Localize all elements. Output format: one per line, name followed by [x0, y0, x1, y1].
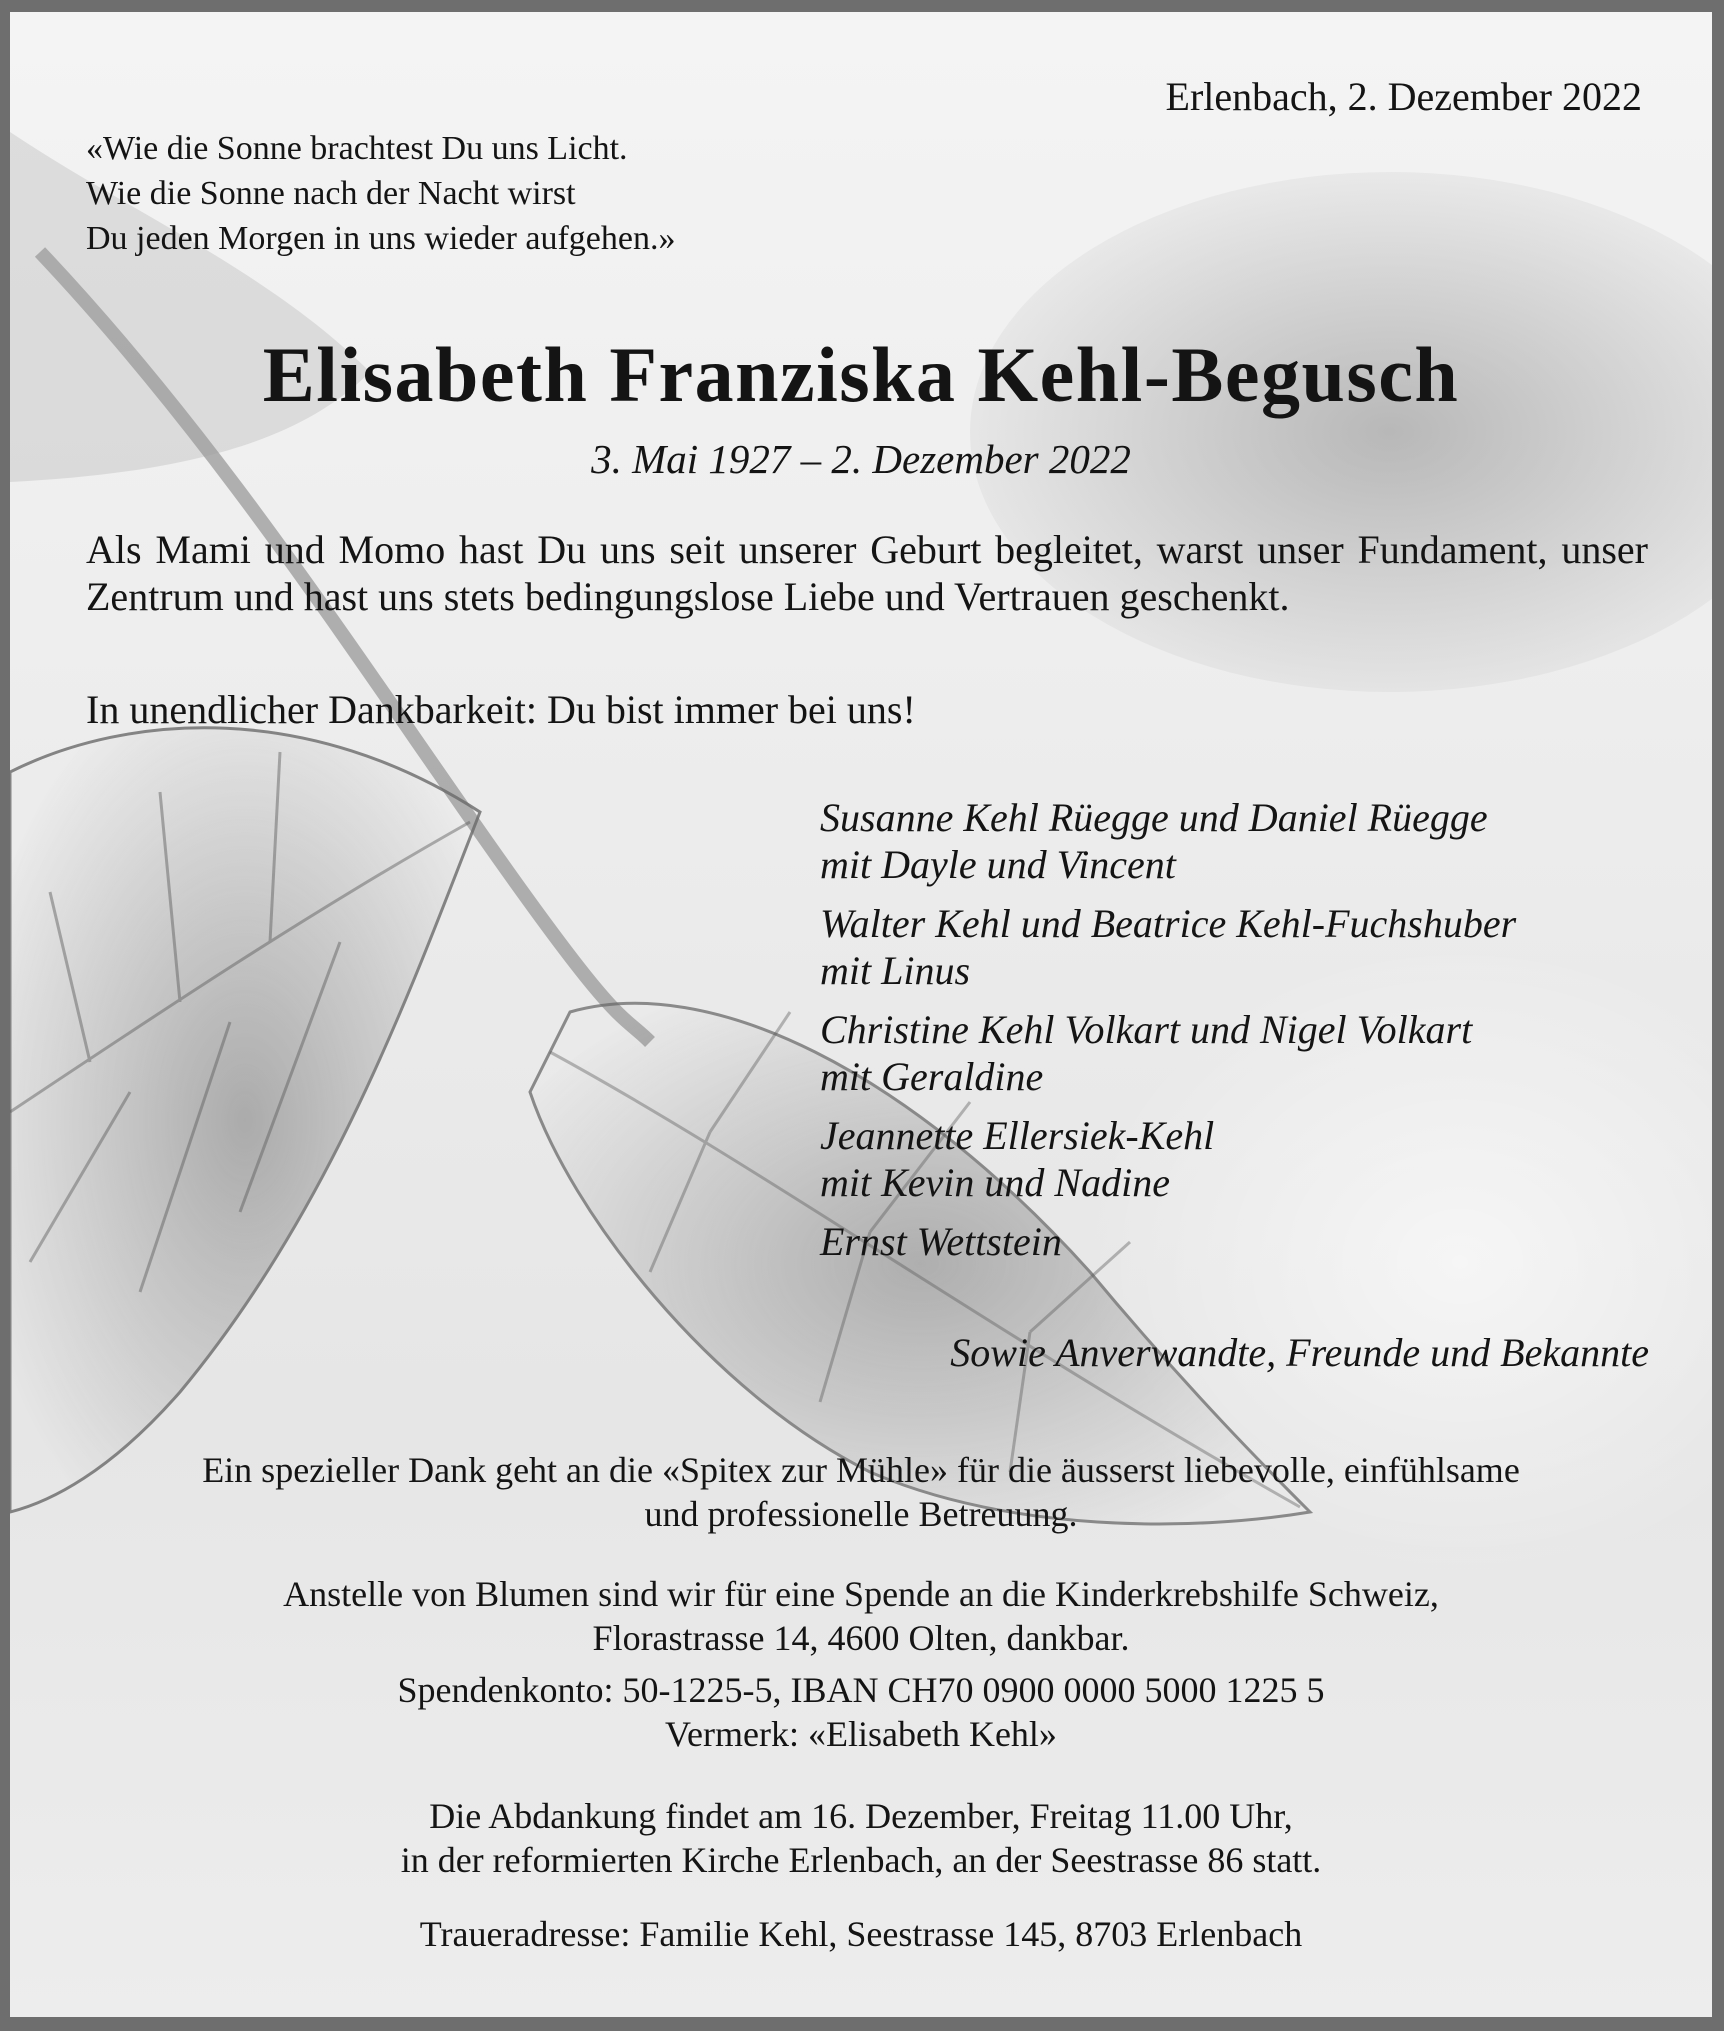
place-and-date: Erlenbach, 2. Dezember 2022 — [1165, 74, 1642, 119]
life-dates: 3. Mai 1927 – 2. Dezember 2022 — [591, 436, 1131, 482]
family-entry — [820, 1006, 1516, 1100]
family-names: Walter Kehl und Beatrice Kehl-Fuchshuber — [820, 901, 1517, 946]
tribute-paragraph: Als Mami und Momo hast Du uns seit unserer Geburt begleitet, warst unser Fundament, unser Zentrum und hast uns stets bedingungslose Liebe und Vertrauen geschenkt. — [86, 527, 1648, 619]
family-names: Susanne Kehl Rüegge und Daniel Rüegge — [820, 795, 1488, 840]
ceremony-line: Die Abdankung findet am 16. Dezember, Freitag 11.00 Uhr, — [429, 1796, 1293, 1836]
family-children: mit Geraldine — [820, 1054, 1044, 1099]
donation-line: Anstelle von Blumen sind wir für eine Spende an die Kinderkrebshilfe Schweiz, — [283, 1574, 1439, 1614]
special-thanks — [10, 1448, 1712, 1536]
motto-line: «Wie die Sonne brachtest Du uns Licht. — [86, 130, 628, 167]
family-children: mit Dayle und Vincent — [820, 842, 1176, 887]
family-entry — [820, 1112, 1516, 1206]
family-entry — [820, 900, 1516, 994]
relatives-line: Sowie Anverwandte, Freunde und Bekannte — [950, 1330, 1649, 1375]
family-names: Jeannette Ellersiek-Kehl — [820, 1113, 1215, 1158]
leaf-left — [10, 728, 480, 1512]
motto-line: Wie die Sonne nach der Nacht wirst — [86, 175, 576, 212]
ceremony-info — [10, 1794, 1712, 1882]
donation-note — [10, 1572, 1712, 1660]
motto-quote — [86, 126, 676, 261]
family-children: mit Linus — [820, 948, 971, 993]
family-names: Christine Kehl Volkart und Nigel Volkart — [820, 1007, 1473, 1052]
donation-account — [10, 1668, 1712, 1756]
motto-line: Du jeden Morgen in uns wieder aufgehen.» — [86, 220, 676, 257]
family-list — [820, 794, 1516, 1277]
gratitude-line: In unendlicher Dankbarkeit: Du bist immer bei uns! — [86, 687, 916, 732]
special-thanks-line: Ein spezieller Dank geht an die «Spitex zur Mühle» für die äusserst liebevolle, einfühlsame — [202, 1450, 1520, 1490]
family-names: Ernst Wettstein — [820, 1219, 1062, 1264]
account-line: Spendenkonto: 50-1225-5, IBAN CH70 0900 0000 5000 1225 5 — [397, 1670, 1325, 1710]
family-entry — [820, 1218, 1516, 1265]
special-thanks-line: und professionelle Betreuung. — [644, 1494, 1078, 1534]
ceremony-line: in der reformierten Kirche Erlenbach, an der Seestrasse 86 statt. — [400, 1840, 1322, 1880]
account-line: Vermerk: «Elisabeth Kehl» — [665, 1714, 1057, 1754]
family-entry — [820, 794, 1516, 888]
deceased-name: Elisabeth Franziska Kehl-Begusch — [262, 331, 1460, 418]
donation-line: Florastrasse 14, 4600 Olten, dankbar. — [592, 1618, 1130, 1658]
family-children: mit Kevin und Nadine — [820, 1160, 1170, 1205]
mourning-address: Traueradresse: Familie Kehl, Seestrasse 145, 8703 Erlenbach — [419, 1914, 1303, 1954]
obituary-card — [10, 12, 1712, 2017]
